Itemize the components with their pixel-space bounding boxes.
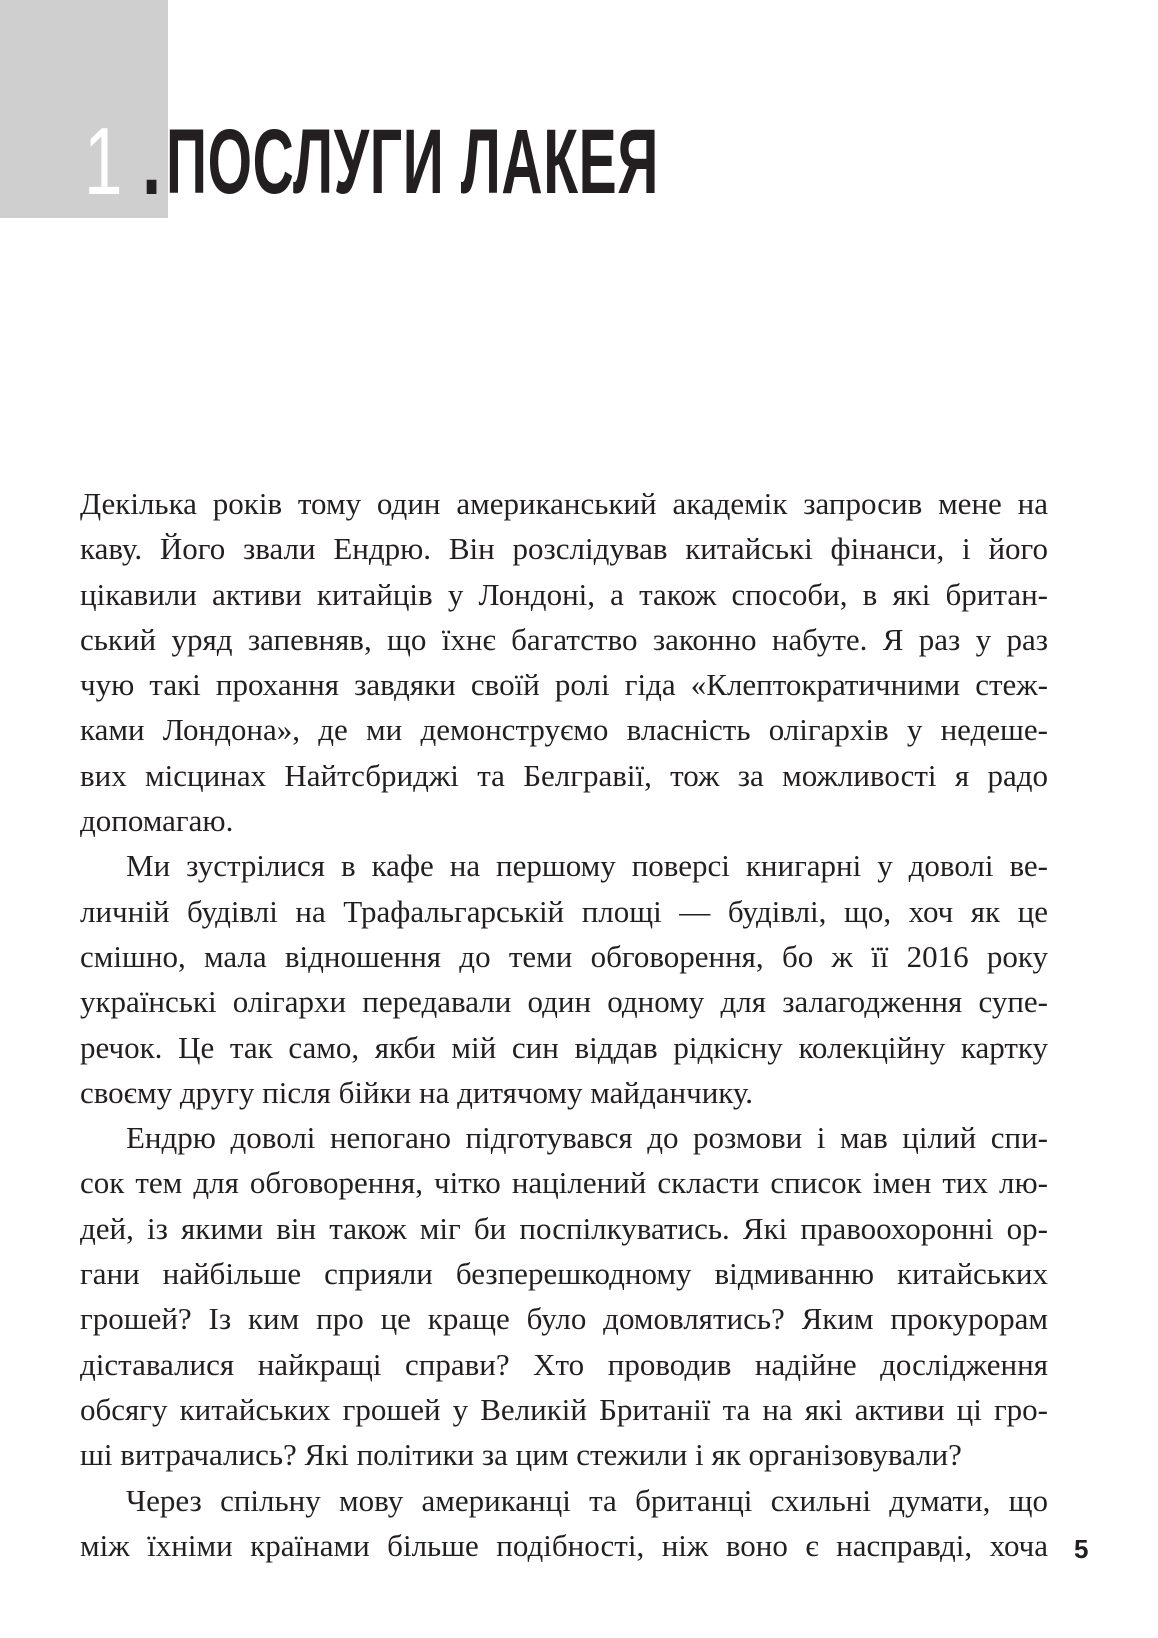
text-line: Ендрю доволі непогано підготувався до розмови і мав цілий спи-	[126, 1120, 1048, 1156]
chapter-heading	[84, 100, 961, 215]
text-line: ський уряд запевняв, що їхнє багатство законно набуте. Я раз у раз	[80, 621, 1048, 657]
paragraph-2	[80, 843, 1048, 1115]
text-line: українські олігархи передавали один одному для залагодження супе-	[80, 984, 1048, 1020]
text-line: ками Лондона», де ми демонструємо власність олігархів у недеше-	[80, 712, 1048, 748]
text-line: допомагаю.	[80, 803, 234, 839]
text-line: грошей? Із ким про це краще було домовлятись? Яким прокурорам	[80, 1301, 1048, 1337]
text-line: діставалися найкращі справи? Хто проводив надійне дослідження	[80, 1346, 1048, 1382]
text-line: своєму другу після бійки на дитячому майданчику.	[80, 1074, 754, 1110]
text-line: обсягу китайських грошей у Великій Британії та на які активи ці гро-	[80, 1391, 1048, 1427]
text-line: чую такі прохання завдяки своїй ролі гіда «Клептократичними стеж-	[80, 667, 1048, 703]
text-line: Декілька років тому один американський академік запросив мене на	[80, 486, 1048, 521]
text-line: речок. Це так само, якби мій син віддав рідкісну колекційну картку	[80, 1029, 1048, 1065]
chapter-number-dot: .	[142, 108, 162, 215]
chapter-title: ПОСЛУГИ ЛАКЕЯ	[166, 111, 659, 213]
text-line: смішно, мала відношення до теми обговорення, бо ж її 2016 року	[80, 938, 1048, 974]
text-line: сок тем для обговорення, чітко націлений скласти список імен тих лю-	[80, 1165, 1048, 1201]
text-line: личній будівлі на Трафальгарській площі — будівлі, що, хоч як це	[80, 893, 1048, 929]
paragraph-3	[80, 1115, 1048, 1477]
chapter-number: 1	[84, 108, 123, 215]
paragraph-1	[80, 481, 1048, 843]
text-line: дей, із якими він також міг би поспілкуватись. Які правоохоронні ор-	[80, 1210, 1048, 1246]
paragraph-4	[80, 1478, 1048, 1569]
text-line: вих місцинах Найтсбриджі та Белгравії, тож за можливості я радо	[80, 757, 1048, 793]
text-line: між їхніми країнами більше подібності, ніж воно є насправді, хоча	[80, 1527, 1048, 1563]
text-line: каву. Його звали Ендрю. Він розслідував китайські фінанси, і його	[80, 531, 1048, 567]
text-line: цікавили активи китайців у Лондоні, а також способи, в які британ-	[80, 576, 1048, 612]
text-line: ші витрачались? Які політики за цим стежили і як організовували?	[80, 1437, 962, 1473]
text-line: Ми зустрілися в кафе на першому поверсі книгарні у доволі ве-	[126, 848, 1048, 884]
body-text	[80, 481, 1048, 1568]
page-number: 5	[1074, 1534, 1089, 1564]
text-line: Через спільну мову американці та британці схильні думати, що	[126, 1482, 1048, 1518]
text-line: гани найбільше сприяли безперешкодному відмиванню китайських	[80, 1256, 1048, 1292]
